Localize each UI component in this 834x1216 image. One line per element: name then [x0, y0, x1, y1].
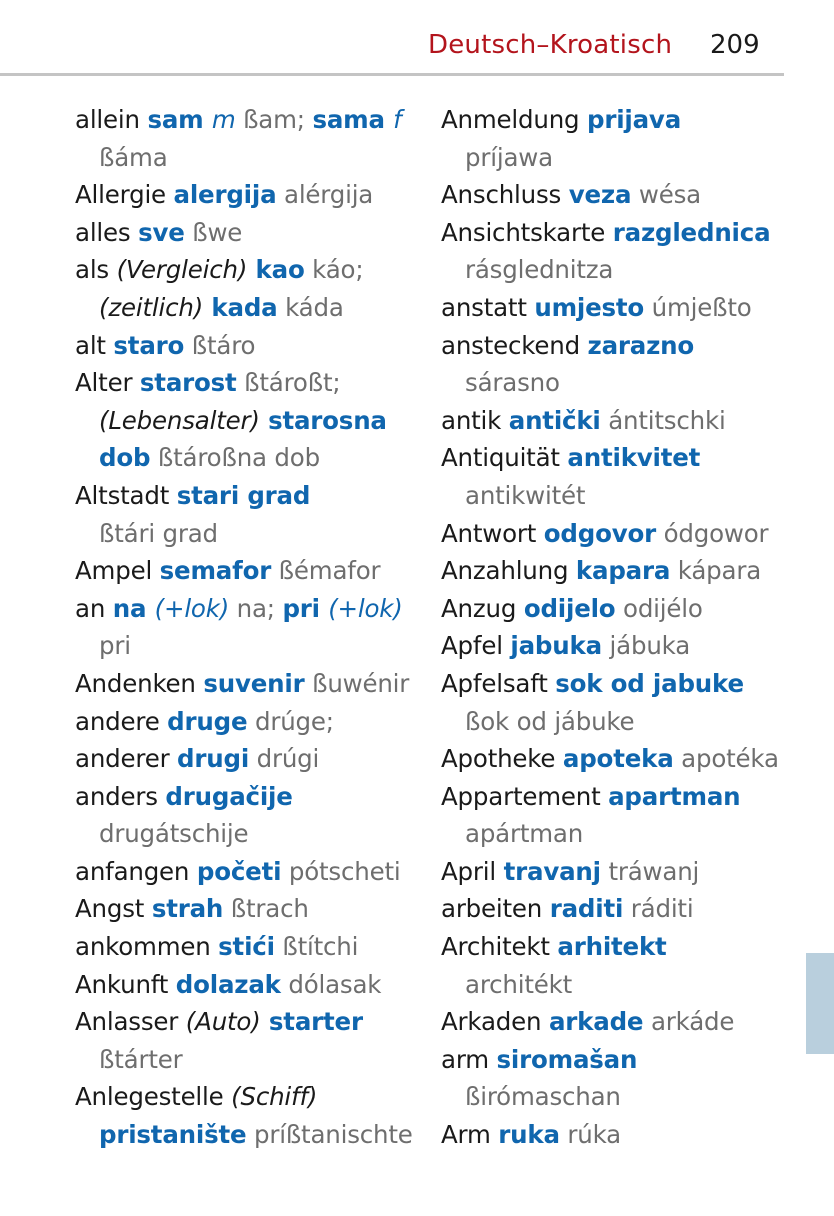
- entry-continuation-line: [441, 477, 791, 515]
- entry-continuation-line: [75, 627, 425, 665]
- dictionary-entry-line: [75, 1003, 425, 1041]
- dictionary-entry-line: [441, 1003, 791, 1041]
- dictionary-entry-line: [75, 778, 425, 816]
- headword: ankommen: [75, 932, 219, 962]
- pronunciation: drúge;: [247, 706, 334, 736]
- pronunciation: dólasak: [280, 969, 382, 999]
- headword: Antwort: [441, 518, 544, 548]
- translation: kada: [203, 292, 278, 322]
- thumb-index-tab: [806, 953, 834, 1054]
- headword: arm: [441, 1044, 497, 1074]
- headword: Anschluss: [441, 180, 569, 210]
- headword: Angst: [75, 894, 152, 924]
- usage-note: (zeitlich): [99, 292, 204, 322]
- translation: arhitekt: [557, 932, 667, 962]
- grammar-label: f: [393, 105, 402, 134]
- dictionary-entry-line: [441, 327, 791, 365]
- translation: apartman: [608, 781, 741, 811]
- headword: alt: [75, 330, 114, 360]
- pronunciation: ßam;: [235, 105, 313, 134]
- pronunciation: ßok od jábuke: [465, 706, 635, 736]
- dictionary-entry-line: [441, 515, 791, 553]
- pronunciation: ßtítchi: [274, 932, 359, 962]
- dictionary-entry-line: [75, 101, 425, 139]
- dictionary-entry-line: [75, 853, 425, 891]
- translation: siromašan: [496, 1044, 638, 1074]
- translation: zarazno: [587, 330, 695, 360]
- pronunciation: ßwe: [184, 217, 243, 247]
- headword: Anlegestelle: [75, 1082, 232, 1112]
- headword: als: [75, 255, 117, 285]
- dictionary-entry-line: [75, 327, 425, 365]
- translation: sok od jabuke: [555, 668, 744, 698]
- headword: anderer: [75, 744, 178, 774]
- pronunciation: príjawa: [465, 142, 553, 172]
- pronunciation: ódgowor: [656, 518, 769, 548]
- translation: travanj: [503, 856, 601, 886]
- headword: Antiquität: [441, 443, 568, 473]
- dictionary-entry-line: [75, 665, 425, 703]
- headword: April: [441, 856, 504, 886]
- pronunciation: ßtáro: [184, 330, 256, 360]
- dictionary-entry-line: [441, 402, 791, 440]
- headword: Anzug: [441, 593, 524, 623]
- dictionary-entry-line: [441, 439, 791, 477]
- dictionary-entry-line: [75, 214, 425, 252]
- dictionary-entry-line: [441, 665, 791, 703]
- pronunciation: káda: [277, 292, 344, 322]
- pronunciation: káo;: [304, 255, 364, 285]
- translation: na: [112, 593, 155, 623]
- entry-continuation-line: [441, 139, 791, 177]
- pronunciation: pri: [99, 631, 131, 661]
- dictionary-entry-line: [75, 1078, 425, 1116]
- entry-continuation-line: [441, 966, 791, 1004]
- translation: starter: [260, 1007, 363, 1037]
- headword: Anzahlung: [441, 556, 576, 586]
- headword: Arkaden: [441, 1007, 549, 1037]
- entry-continuation-line: [75, 289, 425, 327]
- translation: raditi: [549, 894, 624, 924]
- pronunciation: drúgi: [249, 744, 320, 774]
- translation: semafor: [159, 556, 272, 586]
- translation: starosna: [259, 405, 387, 435]
- pronunciation: architékt: [465, 969, 573, 999]
- translation: umjesto: [534, 292, 645, 322]
- pronunciation: drugátschije: [99, 819, 249, 849]
- page-number: 209: [710, 30, 760, 60]
- entry-continuation-line: [441, 815, 791, 853]
- dictionary-entry-line: [441, 289, 791, 327]
- grammar-label: m: [211, 105, 236, 134]
- headword: Apfel: [441, 631, 511, 661]
- entry-continuation-line: [441, 364, 791, 402]
- entry-continuation-line: [75, 402, 425, 440]
- headword: Apotheke: [441, 744, 563, 774]
- entry-continuation-line: [441, 1078, 791, 1116]
- header-divider: [0, 73, 784, 76]
- headword: andere: [75, 706, 168, 736]
- pronunciation: odijélo: [615, 593, 703, 623]
- usage-note: (Auto): [185, 1007, 261, 1037]
- translation: pri: [282, 593, 329, 623]
- headword: Apfelsaft: [441, 668, 556, 698]
- page-header: [0, 28, 784, 74]
- entry-continuation-line: [75, 439, 425, 477]
- translation: antikvitet: [567, 443, 701, 473]
- dictionary-entry-line: [75, 966, 425, 1004]
- grammar-label: (+lok): [154, 593, 230, 623]
- translation: suvenir: [203, 668, 305, 698]
- pronunciation: kápara: [670, 556, 762, 586]
- dictionary-entry-line: [75, 552, 425, 590]
- translation: ruka: [498, 1120, 560, 1150]
- dictionary-entry-line: [441, 1116, 791, 1154]
- translation: staro: [113, 330, 185, 360]
- translation: drugačije: [165, 781, 293, 811]
- translation: veza: [568, 180, 632, 210]
- headword: Ampel: [75, 556, 160, 586]
- headword: Ankunft: [75, 969, 176, 999]
- headword: anstatt: [441, 292, 535, 322]
- pronunciation: ßuwénir: [304, 668, 410, 698]
- pronunciation: antikwitét: [465, 480, 586, 510]
- dictionary-entry-line: [441, 740, 791, 778]
- dictionary-entry-line: [441, 176, 791, 214]
- dictionary-entry-line: [75, 176, 425, 214]
- pronunciation: príßtanischte: [246, 1120, 413, 1150]
- headword: Alter: [75, 368, 140, 398]
- dictionary-entry-line: [441, 590, 791, 628]
- pronunciation: rúka: [559, 1120, 621, 1150]
- grammar-label: (+lok): [328, 593, 403, 623]
- pronunciation: ráditi: [623, 894, 694, 924]
- headword: Ansichtskarte: [441, 217, 613, 247]
- dictionary-entry-line: [75, 703, 425, 741]
- dictionary-entry-line: [441, 1041, 791, 1079]
- pronunciation: ßtári grad: [99, 518, 218, 548]
- dictionary-entry-line: [75, 477, 425, 515]
- dictionary-entry-line: [441, 928, 791, 966]
- translation: odijelo: [523, 593, 616, 623]
- dictionary-entry-line: [441, 853, 791, 891]
- entry-continuation-line: [75, 1041, 425, 1079]
- dictionary-entry-line: [441, 552, 791, 590]
- translation: sve: [138, 217, 185, 247]
- dictionary-column-left: [75, 101, 425, 1154]
- pronunciation: úmjeßto: [644, 292, 752, 322]
- pronunciation: ßáma: [99, 142, 168, 172]
- dictionary-column-right: [441, 101, 791, 1154]
- entry-continuation-line: [75, 515, 425, 553]
- translation: stići: [218, 932, 275, 962]
- translation: arkade: [548, 1007, 644, 1037]
- translation: apoteka: [562, 744, 674, 774]
- headword: Architekt: [441, 932, 558, 962]
- translation: dolazak: [175, 969, 281, 999]
- translation: drugi: [177, 744, 250, 774]
- running-head-title: Deutsch–Kroatisch: [428, 30, 673, 60]
- dictionary-entry-line: [75, 740, 425, 778]
- headword: antik: [441, 405, 509, 435]
- dictionary-entry-line: [75, 928, 425, 966]
- pronunciation: ßtároßna dob: [150, 443, 320, 473]
- entry-continuation-line: [75, 815, 425, 853]
- translation: strah: [151, 894, 224, 924]
- headword: Andenken: [75, 668, 204, 698]
- pronunciation: ßtrach: [223, 894, 309, 924]
- headword: Altstadt: [75, 480, 177, 510]
- translation: alergija: [173, 180, 277, 210]
- headword: arbeiten: [441, 894, 550, 924]
- pronunciation: alérgija: [276, 180, 374, 210]
- pronunciation: tráwanj: [600, 856, 700, 886]
- translation: druge: [167, 706, 248, 736]
- dictionary-entry-line: [441, 627, 791, 665]
- pronunciation: apártman: [465, 819, 584, 849]
- translation: kao: [247, 255, 305, 285]
- entry-continuation-line: [441, 703, 791, 741]
- translation: razglednica: [612, 217, 771, 247]
- pronunciation: ßtároßt;: [236, 368, 341, 398]
- translation: sam: [147, 105, 212, 134]
- pronunciation: wésa: [631, 180, 701, 210]
- headword: ansteckend: [441, 330, 588, 360]
- translation: starost: [139, 368, 237, 398]
- usage-note: (Lebensalter): [99, 405, 260, 435]
- headword: Anmeldung: [441, 105, 587, 134]
- pronunciation: rásglednitza: [465, 255, 614, 285]
- pronunciation: pótscheti: [281, 856, 401, 886]
- headword: allein: [75, 105, 148, 134]
- pronunciation: ßirómaschan: [465, 1082, 621, 1112]
- translation: kapara: [575, 556, 671, 586]
- headword: Allergie: [75, 180, 174, 210]
- translation: pristanište: [99, 1120, 247, 1150]
- translation: dob: [99, 443, 151, 473]
- translation: antički: [508, 405, 601, 435]
- translation: prijava: [586, 105, 682, 134]
- usage-note: (Vergleich): [116, 255, 248, 285]
- pronunciation: arkáde: [643, 1007, 735, 1037]
- headword: alles: [75, 217, 139, 247]
- translation: početi: [196, 856, 282, 886]
- pronunciation: ántitschki: [600, 405, 726, 435]
- usage-note: (Schiff): [231, 1082, 318, 1112]
- entry-continuation-line: [75, 1116, 425, 1154]
- pronunciation: ßtárter: [99, 1044, 183, 1074]
- entry-continuation-line: [441, 251, 791, 289]
- dictionary-entry-line: [75, 890, 425, 928]
- headword: an: [75, 593, 113, 623]
- dictionary-entry-line: [441, 778, 791, 816]
- translation: stari grad: [176, 480, 311, 510]
- dictionary-entry-line: [75, 364, 425, 402]
- pronunciation: sárasno: [465, 368, 560, 398]
- dictionary-entry-line: [75, 251, 425, 289]
- pronunciation: apotéka: [673, 744, 779, 774]
- dictionary-entry-line: [441, 101, 791, 139]
- dictionary-entry-line: [441, 214, 791, 252]
- translation: sama: [312, 105, 394, 134]
- translation: odgovor: [543, 518, 657, 548]
- headword: Appartement: [441, 781, 609, 811]
- headword: anders: [75, 781, 166, 811]
- headword: Anlasser: [75, 1007, 186, 1037]
- dictionary-entry-line: [75, 590, 425, 628]
- headword: Arm: [441, 1120, 499, 1150]
- translation: jabuka: [510, 631, 602, 661]
- pronunciation: na;: [229, 593, 283, 623]
- pronunciation: jábuka: [601, 631, 691, 661]
- dictionary-entry-line: [441, 890, 791, 928]
- headword: anfangen: [75, 856, 197, 886]
- pronunciation: ßémafor: [271, 556, 381, 586]
- entry-continuation-line: [75, 139, 425, 177]
